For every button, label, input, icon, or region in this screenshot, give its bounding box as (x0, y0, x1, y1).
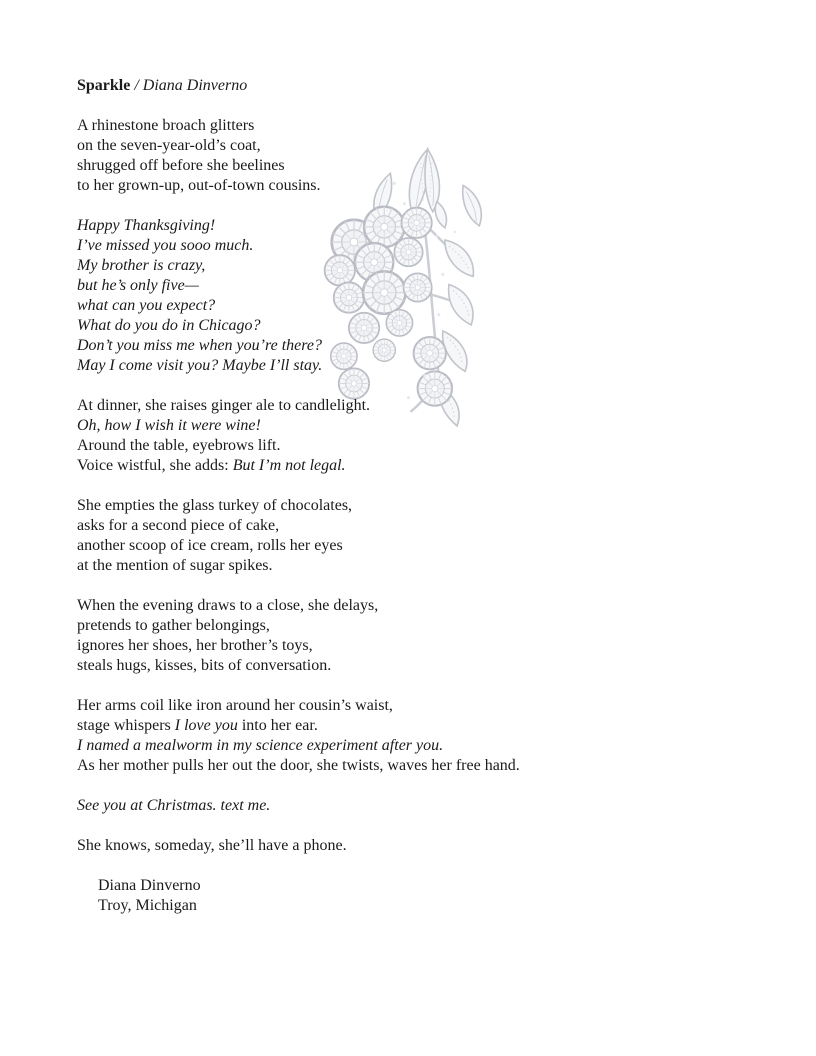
poem-line (77, 636, 756, 656)
poem-title (77, 76, 756, 96)
text-segment: Around the table, eyebrows lift. (77, 437, 281, 454)
poem-line (77, 296, 756, 316)
text-segment: I love you (174, 717, 238, 734)
text-segment: She empties the glass turkey of chocolates, (77, 497, 353, 514)
poem-line (77, 396, 756, 416)
poem-line (77, 536, 756, 556)
poem-line (77, 416, 756, 436)
text-segment: I’ve missed you sooo much. (77, 237, 254, 254)
text-segment: May I come visit you? Maybe I’ll stay. (77, 357, 323, 374)
poem-line (77, 136, 756, 156)
text-segment: steals hugs, kisses, bits of conversation. (77, 657, 332, 674)
stanza-1 (77, 116, 756, 196)
text-segment: See you at Christmas. text me. (77, 797, 271, 814)
stanza-3 (77, 396, 756, 476)
poem-line (77, 496, 756, 516)
poem-line (77, 556, 756, 576)
text-segment: She knows, someday, she’ll have a phone. (77, 837, 347, 854)
stanza-5 (77, 596, 756, 676)
text-segment: Don’t you miss me when you’re there? (77, 337, 322, 354)
text-segment: When the evening draws to a close, she delays, (77, 597, 379, 614)
poem-line (77, 656, 756, 676)
text-segment: Voice wistful, she adds: (77, 457, 233, 474)
poem-line (77, 156, 756, 176)
stanza-2 (77, 216, 756, 376)
poem-line (77, 736, 756, 756)
text-segment: A rhinestone broach glitters (77, 117, 255, 134)
text-segment: on the seven-year-old’s coat, (77, 137, 261, 154)
poem-line (77, 336, 756, 356)
signature-location: Troy, Michigan (98, 897, 197, 914)
poem-line (77, 456, 756, 476)
text-segment: but he’s only five— (77, 277, 199, 294)
text-segment: But I’m not legal. (232, 457, 346, 474)
text-segment: Happy Thanksgiving! (77, 217, 216, 234)
stanza-6 (77, 696, 756, 776)
poem-line (77, 436, 756, 456)
poem-line (77, 276, 756, 296)
poem-title-author: / Diana Dinverno (130, 77, 248, 94)
text-segment: another scoop of ice cream, rolls her eyes (77, 537, 343, 554)
text-segment: pretends to gather belongings, (77, 617, 270, 634)
text-segment: stage whispers (77, 717, 175, 734)
poem-line (77, 716, 756, 736)
text-segment: As her mother pulls her out the door, she twists, waves her free hand. (77, 757, 520, 774)
poem-line (77, 796, 756, 816)
poem-title-text: Sparkle (77, 77, 131, 94)
stanza-8 (77, 836, 756, 856)
text-segment: shrugged off before she beelines (77, 157, 285, 174)
poem-line (77, 696, 756, 716)
poet-signature (77, 876, 756, 916)
text-segment: At dinner, she raises ginger ale to candlelight. (77, 397, 371, 414)
poem-line (77, 316, 756, 336)
poem (77, 76, 756, 916)
text-segment: at the mention of sugar spikes. (77, 557, 273, 574)
stanza-7 (77, 796, 756, 816)
text-segment: what can you expect? (77, 297, 216, 314)
text-segment: Her arms coil like iron around her cousin’s waist, (77, 697, 393, 714)
poem-line (77, 756, 756, 776)
poem-line (77, 616, 756, 636)
signature-name: Diana Dinverno (98, 877, 201, 894)
text-segment: ignores her shoes, her brother’s toys, (77, 637, 313, 654)
poem-line (77, 176, 756, 196)
poem-line (77, 356, 756, 376)
stanza-4 (77, 496, 756, 576)
text-segment: to her grown-up, out-of-town cousins. (77, 177, 321, 194)
poem-line (77, 236, 756, 256)
poem-line (77, 216, 756, 236)
poem-line (77, 516, 756, 536)
text-segment: into her ear. (237, 717, 318, 734)
text-segment: Oh, how I wish it were wine! (77, 417, 261, 434)
text-segment: What do you do in Chicago? (77, 317, 261, 334)
poem-body (77, 116, 756, 856)
text-segment: I named a mealworm in my science experiment after you. (77, 737, 444, 754)
text-segment: My brother is crazy, (77, 257, 206, 274)
poem-line (77, 596, 756, 616)
text-segment: asks for a second piece of cake, (77, 517, 280, 534)
poem-line (77, 116, 756, 136)
poem-line (77, 256, 756, 276)
poem-line (77, 836, 756, 856)
